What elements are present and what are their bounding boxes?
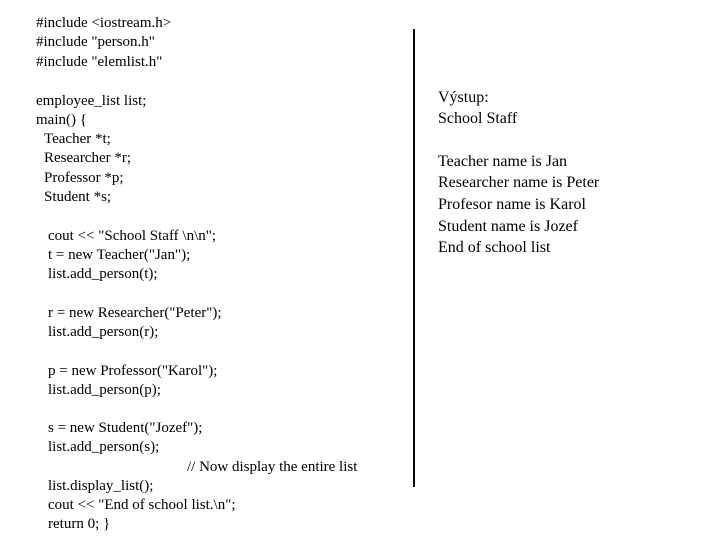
code-line: p = new Professor("Karol");: [48, 363, 218, 379]
code-line: list.display_list();: [48, 478, 154, 494]
output-line: Researcher name is Peter: [438, 174, 600, 191]
output-line: Teacher name is Jan: [438, 153, 568, 170]
code-line: Researcher *r;: [44, 150, 132, 166]
output-line: Student name is Jozef: [438, 218, 578, 235]
code-line: Student *s;: [44, 189, 112, 205]
code-line: return 0; }: [48, 516, 111, 532]
code-line: cout << "School Staff \n\n";: [48, 228, 217, 244]
code-line: main() {: [36, 112, 87, 128]
output-heading: Výstup:: [438, 89, 489, 106]
code-line: #include <iostream.h>: [36, 15, 172, 31]
output-title: School Staff: [438, 110, 518, 127]
code-line: t = new Teacher("Jan");: [48, 247, 191, 263]
output-line: Profesor name is Karol: [438, 196, 586, 213]
code-line: cout << "End of school list.\n";: [48, 497, 236, 513]
code-line: list.add_person(p);: [48, 382, 161, 398]
code-line: Teacher *t;: [44, 131, 111, 147]
code-line: list.add_person(t);: [48, 266, 158, 282]
code-line: #include "person.h": [36, 34, 155, 50]
code-line: #include "elemlist.h": [36, 54, 163, 70]
code-line: employee_list list;: [36, 93, 147, 109]
vertical-divider: [413, 29, 415, 487]
code-line: Professor *p;: [44, 170, 124, 186]
code-comment: // Now display the entire list: [187, 459, 358, 475]
output-line: End of school list: [438, 239, 551, 256]
code-line: r = new Researcher("Peter");: [48, 305, 222, 321]
code-line: list.add_person(r);: [48, 324, 159, 340]
code-line: s = new Student("Jozef");: [48, 420, 203, 436]
code-line: list.add_person(s);: [48, 439, 160, 455]
